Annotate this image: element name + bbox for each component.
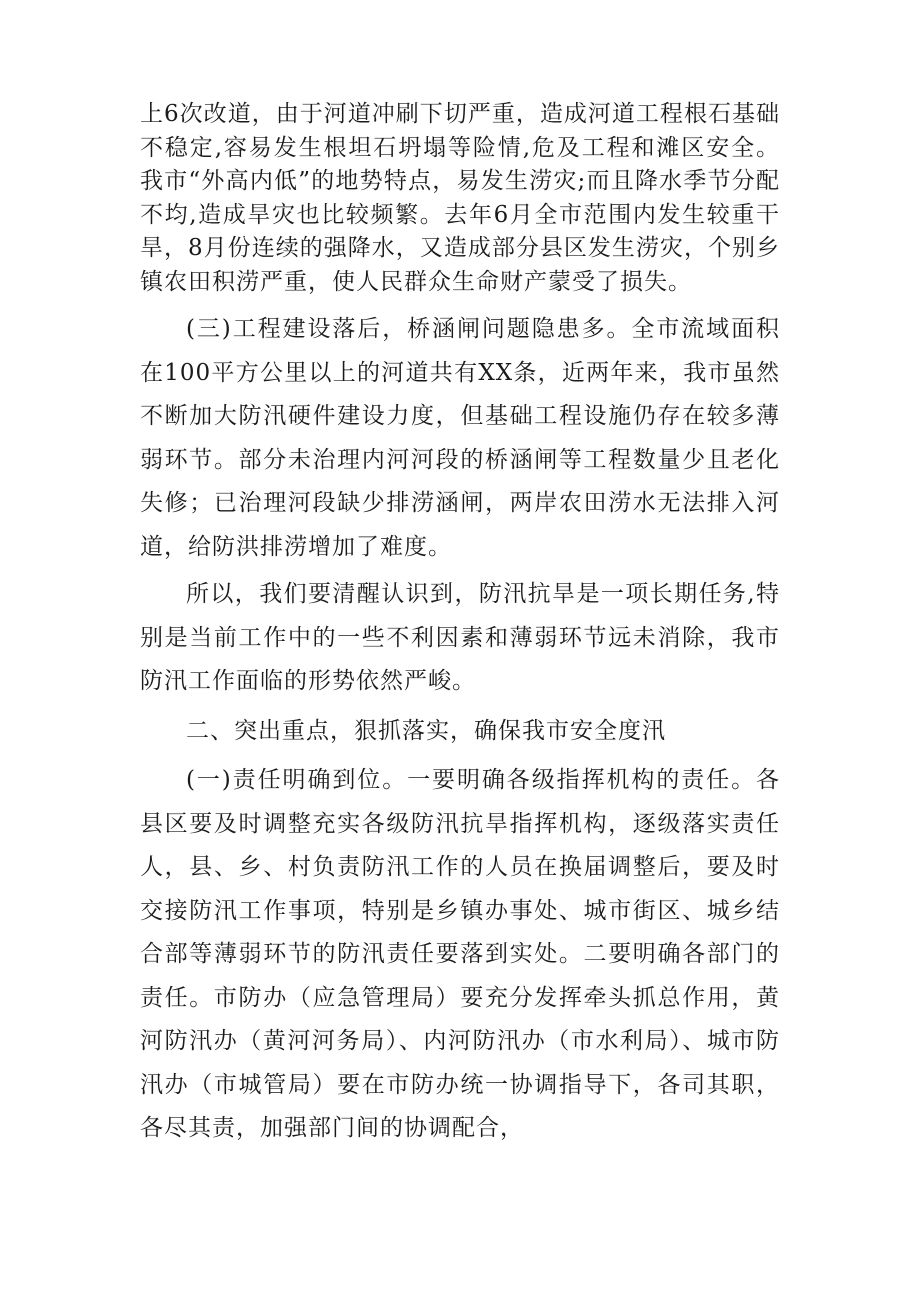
document-page [140, 98, 780, 1151]
paragraph-flood-disaster-context: 上6次改道，由于河道冲刷下切严重，造成河道工程根石基础不稳定,容易发生根坦石坍塌等险情,危及工程和滩区安全。我市“外高内低”的地势特点，易发生涝灾;而且降水季节分配不均,造成旱灾也比较频繁。去年6月全市范围内发生较重干旱，8月份连续的强降水，又造成部分县区发生涝灾，个别乡镇农田积涝严重，使人民群众生命财产蒙受了损失。 [140, 101, 780, 295]
paragraph-responsibility: (一)责任明确到位。一要明确各级指挥机构的责任。各县区要及时调整充实各级防汛抗旱指挥机构，逐级落实责任人，县、乡、村负责防汛工作的人员在换届调整后，要及时交接防汛工作事项，特别是乡镇办事处、城市街区、城乡结合部等薄弱环节的防汛责任要落到实处。二要明确各部门的责任。市防办（应急管理局）要充分发挥牵头抓总作用，黄河防汛办（黄河河务局）、内河防汛办（市水利局）、城市防汛办（市城管局）要在市防办统一协调指导下，各司其职，各尽其责，加强部门间的协调配合， [140, 767, 780, 1141]
paragraph-section-three-engineering: (三)工程建设落后，桥涵闸问题隐患多。全市流域面积在100平方公里以上的河道共有XX条，近两年来，我市虽然不断加大防汛硬件建设力度，但基础工程设施仍存在较多薄弱环节。部分未治理内河河段的桥涵闸等工程数量少且老化失修；已治理河段缺少排涝涵闸，两岸农田涝水无法排入河道，给防洪排涝增加了难度。 [140, 316, 780, 560]
paragraph-conclusion-situation: 所以，我们要清醒认识到，防汛抗旱是一项长期任务,特别是当前工作中的一些不利因素和薄弱环节远未消除，我市防汛工作面临的形势依然严峻。 [140, 581, 780, 694]
section-heading-two: 二、突出重点，狠抓落实，确保我市安全度汛 [186, 717, 666, 744]
